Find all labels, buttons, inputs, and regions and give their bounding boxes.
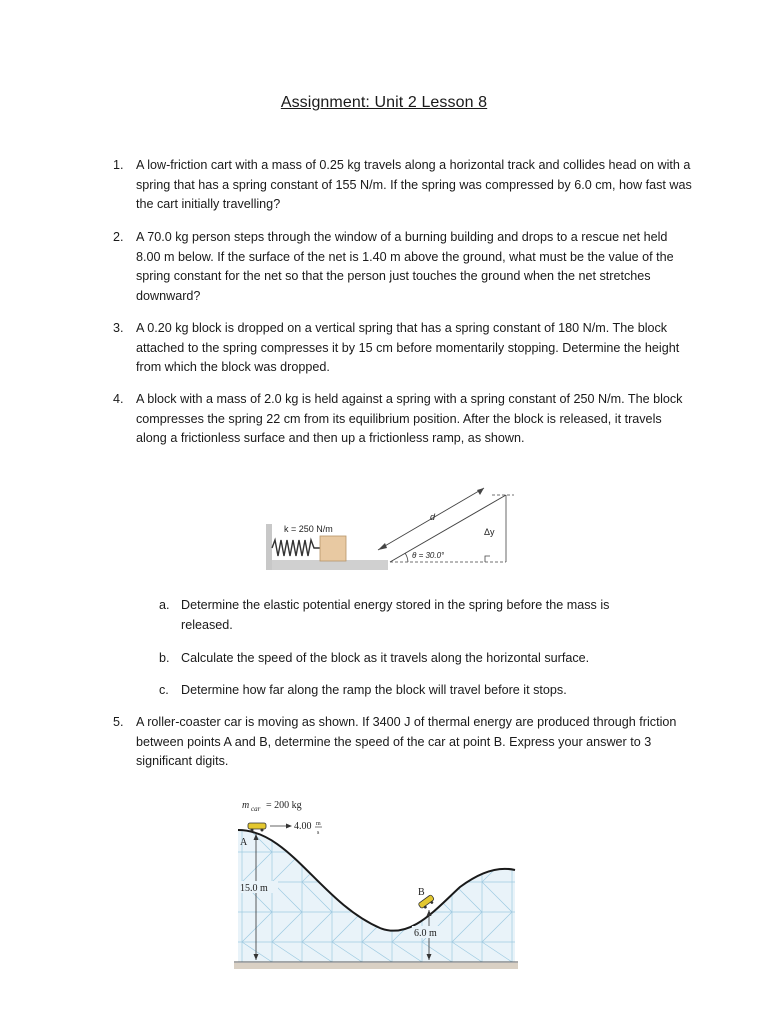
point-b-label: B (418, 887, 425, 898)
subquestion-letter: c. (159, 683, 169, 697)
subquestion-b (159, 649, 659, 669)
spring-constant-label: k = 250 N/m (284, 524, 333, 534)
question-3 (113, 319, 693, 378)
page-title: Assignment: Unit 2 Lesson 8 (280, 94, 488, 111)
question-text: A roller-coaster car is moving as shown. If 3400 J of thermal energy are produced through friction between points A and B, determine the speed of the car at point B. Express your answer to 3 significant digits. (136, 715, 677, 768)
question-number: 4. (113, 392, 124, 406)
spring-ramp-figure (262, 476, 522, 572)
question-4 (113, 390, 693, 449)
subquestion-letter: b. (159, 651, 170, 665)
spring-coil (272, 540, 320, 556)
track-surface (266, 560, 388, 570)
subquestion-text: Determine how far along the ramp the block will travel before it stops. (181, 683, 567, 697)
height-b-label: 6.0 m (414, 928, 437, 939)
subquestion-a (159, 596, 659, 635)
subquestion-c (159, 681, 659, 701)
spring-wall (266, 524, 272, 570)
question-1 (113, 156, 693, 215)
height-a-label: 15.0 m (240, 883, 268, 894)
question-text: A block with a mass of 2.0 kg is held against a spring with a spring constant of 250 N/m. The block compresses the spring 22 cm from its equilibrium position. After the block is released, it travels along a frictionless surface and then up a frictionless ramp, as shown. (136, 392, 683, 445)
question-number: 5. (113, 715, 124, 729)
arrowhead-right (477, 488, 484, 495)
subquestion-letter: a. (159, 598, 170, 612)
block (320, 536, 346, 561)
question-2 (113, 228, 693, 306)
mass-symbol: m (242, 800, 250, 811)
question-text: A low-friction cart with a mass of 0.25 kg travels along a horizontal track and collides head on with a spring that has a spring constant of 155 N/m. If the spring was compressed by 6.0 cm, how fast was the cart initially travelling? (136, 158, 692, 211)
mass-value: = 200 kg (266, 800, 302, 811)
height-label: Δy (484, 527, 495, 537)
subquestion-text: Calculate the speed of the block as it travels along the horizontal surface. (181, 651, 590, 665)
speed-value: 4.00 (294, 821, 312, 832)
car-at-a (248, 823, 266, 829)
arrowhead-icon (286, 824, 292, 829)
angle-label: θ = 30.0° (412, 551, 445, 560)
angle-arc (405, 553, 408, 562)
arrowhead-left (378, 543, 387, 550)
wheel-icon (261, 829, 264, 832)
support-scaffolding (238, 822, 516, 964)
wheel-icon (251, 829, 254, 832)
question-5 (113, 713, 693, 772)
mass-subscript: car (251, 805, 261, 813)
distance-label: d (430, 512, 436, 522)
question-text: A 0.20 kg block is dropped on a vertical spring that has a spring constant of 180 N/m. The block attached to the spring compresses it by 15 cm before momentarily stopping. Determine the height from which the block was dropped. (136, 321, 680, 374)
speed-unit-denominator: s (317, 830, 320, 836)
speed-unit-numerator: m (316, 821, 321, 827)
ground (234, 963, 518, 969)
question-text: A 70.0 kg person steps through the window of a burning building and drops to a rescue net held 8.00 m below. If the surface of the net is 1.40 m above the ground, what must be the value of the spring constant for the net so that the person just touches the ground when the net stretches downward? (136, 230, 674, 303)
question-number: 2. (113, 230, 124, 244)
question-number: 3. (113, 321, 124, 335)
question-number: 1. (113, 158, 124, 172)
roller-coaster-figure (230, 792, 522, 976)
right-angle-mark (485, 556, 490, 562)
point-a-label: A (240, 837, 248, 848)
subquestion-text: Determine the elastic potential energy stored in the spring before the mass is released. (181, 598, 610, 632)
